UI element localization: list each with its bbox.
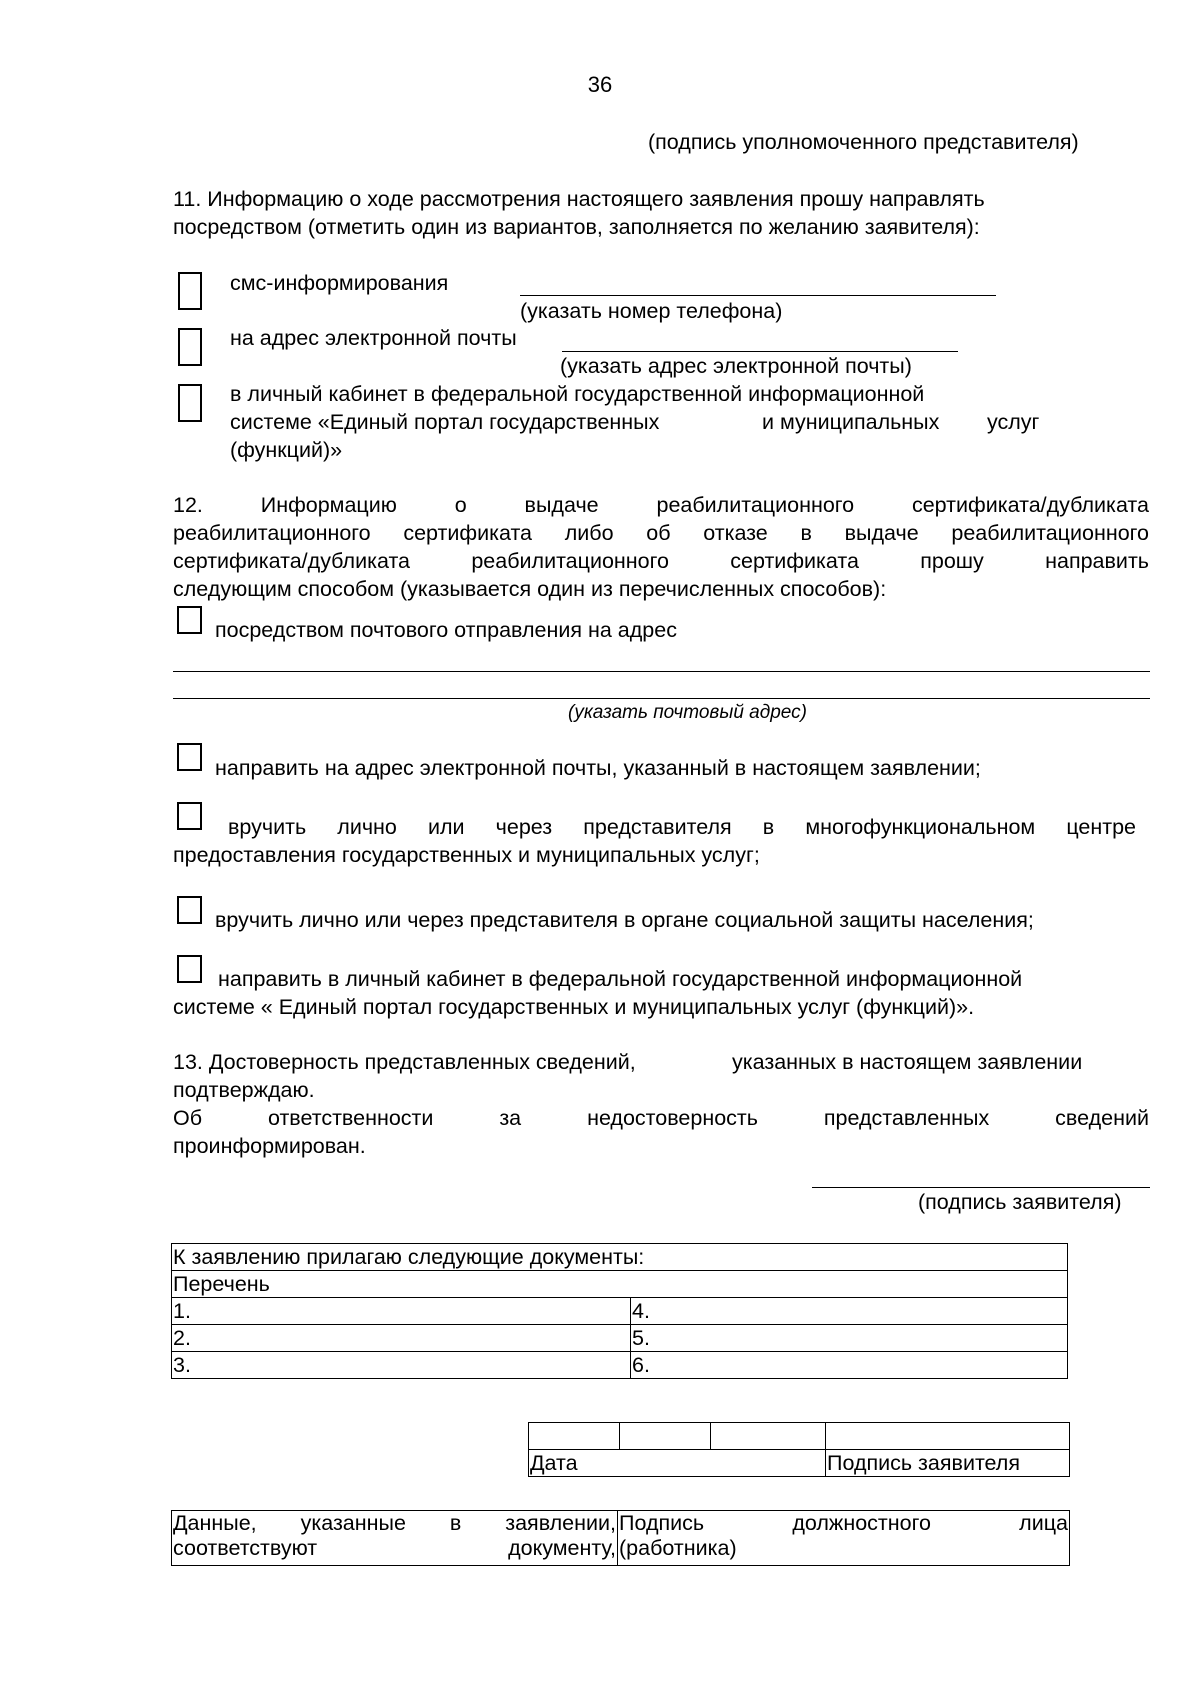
applicant-signature-line[interactable]: [812, 1187, 1150, 1188]
option-social-label: вручить лично или через представителя в органе социальной защиты населения;: [215, 908, 1034, 932]
postal-address-hint: (указать почтовый адрес): [568, 702, 807, 723]
document-cell[interactable]: 4.: [631, 1298, 1068, 1325]
option-email-label: на адрес электронной почты: [230, 326, 517, 350]
date-label: Дата: [529, 1450, 826, 1477]
representative-signature-caption: (подпись уполномоченного представителя): [648, 130, 1079, 154]
section-12-line3: сертификата/дубликата реабилитационного сертификата прошу направить: [173, 549, 1149, 573]
documents-table: [171, 1243, 1068, 1379]
option-portal-line2b: и муниципальных: [762, 410, 940, 434]
official-signature-line1: Подпись должностного лица: [619, 1511, 1068, 1535]
postal-address-line2[interactable]: [173, 698, 1150, 699]
section-12-line2: реабилитационного сертификата либо об отказе в выдаче реабилитационного: [173, 521, 1149, 545]
verification-table: [171, 1510, 1070, 1566]
postal-address-line1[interactable]: [173, 671, 1150, 672]
verification-left-cell: [172, 1511, 618, 1566]
section-11-heading-line1: 11. Информацию о ходе рассмотрения настоящего заявления прошу направлять: [173, 187, 985, 211]
phone-number-hint: (указать номер телефона): [520, 299, 783, 323]
documents-table-subheader: Перечень: [172, 1271, 1068, 1298]
official-signature-line2: (работника): [619, 1535, 737, 1560]
documents-table-header: К заявлению прилагаю следующие документы:: [172, 1244, 1068, 1271]
checkbox-email[interactable]: [178, 328, 202, 366]
checkbox-sms[interactable]: [178, 272, 202, 310]
checkbox-social[interactable]: [177, 896, 202, 924]
date-year-cell[interactable]: [711, 1423, 826, 1450]
section-11-heading-line2: посредством (отметить один из вариантов, заполняется по желанию заявителя):: [173, 215, 980, 239]
option-sms-label: смс-информирования: [230, 271, 449, 295]
checkbox-portal-delivery[interactable]: [177, 955, 202, 983]
option-mfc-line2: предоставления государственных и муниципальных услуг;: [173, 843, 760, 867]
verification-left-line2: соответствуют документу,: [173, 1535, 616, 1560]
checkbox-portal[interactable]: [178, 384, 202, 422]
email-address-line[interactable]: [562, 351, 958, 352]
section-13-line4: проинформирован.: [173, 1134, 366, 1158]
signature-cell[interactable]: [826, 1423, 1070, 1450]
option-portal-delivery-line1: направить в личный кабинет в федеральной государственной информационной: [218, 967, 1023, 991]
option-portal-line2a: системе «Единый портал государственных: [230, 410, 660, 434]
table-row: [172, 1352, 1068, 1379]
section-13-line3: Об ответственности за недостоверность представленных сведений: [173, 1106, 1149, 1130]
date-month-cell[interactable]: [620, 1423, 711, 1450]
phone-number-line[interactable]: [520, 295, 996, 296]
section-12-line4: следующим способом (указывается один из перечисленных способов):: [173, 577, 887, 601]
verification-right-cell: [618, 1511, 1070, 1566]
checkbox-post[interactable]: [177, 606, 202, 634]
option-mfc-line1: вручить лично или через представителя в многофункциональном центре: [228, 815, 1136, 839]
table-row: [172, 1298, 1068, 1325]
document-cell[interactable]: 2.: [172, 1325, 631, 1352]
option-portal-delivery-line2: системе « Единый портал государственных и муниципальных услуг (функций)».: [173, 995, 975, 1019]
checkbox-email-delivery[interactable]: [177, 743, 202, 771]
applicant-signature-label: Подпись заявителя: [826, 1450, 1070, 1477]
table-row: [172, 1325, 1068, 1352]
date-signature-table: [528, 1422, 1070, 1477]
page-number: 36: [587, 72, 613, 97]
date-day-cell[interactable]: [529, 1423, 620, 1450]
option-portal-line1: в личный кабинет в федеральной государственной информационной: [230, 382, 925, 406]
email-address-hint: (указать адрес электронной почты): [560, 354, 912, 378]
option-portal-line3: (функций)»: [230, 438, 343, 462]
checkbox-mfc[interactable]: [177, 802, 202, 830]
document-cell[interactable]: 6.: [631, 1352, 1068, 1379]
section-13-line1b: указанных в настоящем заявлении: [732, 1050, 1083, 1074]
section-13-line1a: 13. Достоверность представленных сведений,: [173, 1050, 636, 1074]
document-cell[interactable]: 1.: [172, 1298, 631, 1325]
section-13-line2: подтверждаю.: [173, 1078, 315, 1102]
document-cell[interactable]: 3.: [172, 1352, 631, 1379]
document-cell[interactable]: 5.: [631, 1325, 1068, 1352]
option-post-label: посредством почтового отправления на адрес: [215, 618, 677, 642]
applicant-signature-caption: (подпись заявителя): [918, 1190, 1122, 1214]
option-email-delivery-label: направить на адрес электронной почты, указанный в настоящем заявлении;: [215, 756, 981, 780]
verification-left-line1: Данные, указанные в заявлении,: [173, 1511, 616, 1535]
section-12-line1: 12. Информацию о выдаче реабилитационного сертификата/дубликата: [173, 493, 1149, 517]
option-portal-line2c: услуг: [987, 410, 1040, 434]
